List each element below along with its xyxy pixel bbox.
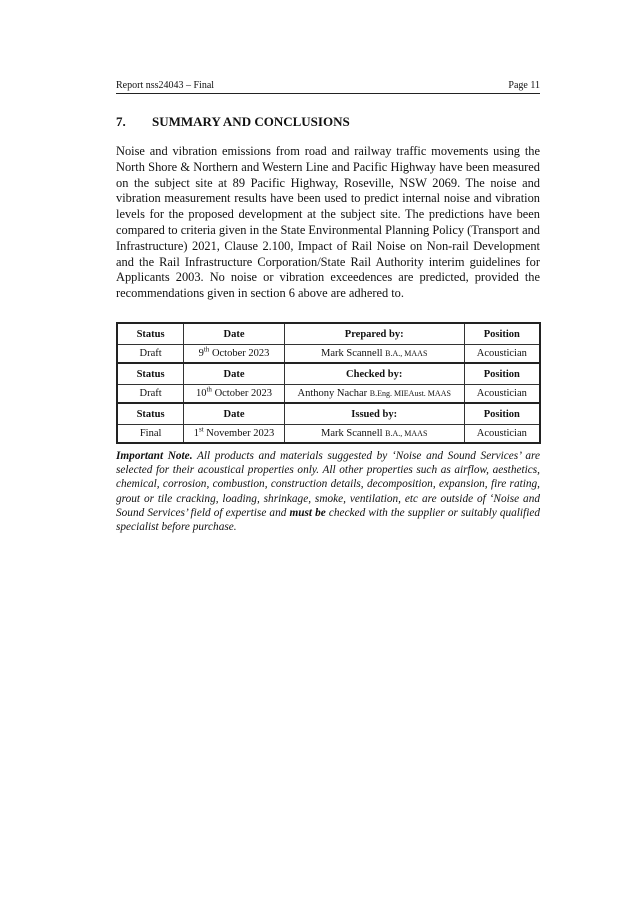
- note-text-end: checked with the supplier or suitably qualified specialist before purchase.: [116, 506, 541, 534]
- prepared-row: [117, 345, 540, 364]
- date-cell: 1st November 2023: [184, 425, 285, 444]
- status-cell: Draft: [117, 345, 184, 364]
- name-cell: Anthony Nachar B.Eng. MIEAust. MAAS: [284, 385, 464, 404]
- date-header: Date: [184, 403, 285, 425]
- position-header: Position: [464, 363, 540, 385]
- status-cell: Draft: [117, 385, 184, 404]
- important-note: [116, 449, 540, 534]
- position-header: Position: [464, 403, 540, 425]
- date-cell: 9th October 2023: [184, 345, 285, 364]
- position-cell: Acoustician: [464, 385, 540, 404]
- checked-by-header: Checked by:: [284, 363, 464, 385]
- note-lead: Important Note.: [116, 450, 193, 462]
- section-title: SUMMARY AND CONCLUSIONS: [152, 114, 350, 129]
- name-cell: Mark Scannell B.A., MAAS: [284, 345, 464, 364]
- position-cell: Acoustician: [464, 345, 540, 364]
- page-header: [116, 80, 540, 94]
- date-header: Date: [184, 323, 285, 345]
- name-cell: Mark Scannell B.A., MAAS: [284, 425, 464, 444]
- issued-by-header: Issued by:: [284, 403, 464, 425]
- note-text: All products and materials suggested by ‘Noise and Sound Services’ are selected for their acoustical properties only. All other properties such as airflow, aesthetics, chemical, corrosion, combustion, construction details, decomposition, expansion, fire rating, grout or tile cracking, loading, shrinkage, smoke, ventilation, etc are outside of ‘Noise and Sound Services’ field of expertise and: [116, 450, 540, 519]
- issued-row: [117, 425, 540, 444]
- position-header: Position: [464, 323, 540, 345]
- prepared-header-row: [117, 323, 540, 345]
- checked-row: [117, 385, 540, 404]
- status-header: Status: [117, 403, 184, 425]
- issued-header-row: [117, 403, 540, 425]
- position-cell: Acoustician: [464, 425, 540, 444]
- checked-header-row: [117, 363, 540, 385]
- status-cell: Final: [117, 425, 184, 444]
- status-header: Status: [117, 363, 184, 385]
- document-control-table: [116, 322, 541, 444]
- section-heading: [116, 114, 350, 130]
- report-id: Report nss24043 – Final: [116, 80, 215, 91]
- date-cell: 10th October 2023: [184, 385, 285, 404]
- section-number: 7.: [116, 114, 126, 129]
- prepared-by-header: Prepared by:: [284, 323, 464, 345]
- date-header: Date: [184, 363, 285, 385]
- note-emphasis: must be: [289, 506, 326, 519]
- page-number: Page 11: [508, 80, 540, 91]
- summary-paragraph: Noise and vibration emissions from road and railway traffic movements using the North Shore & Northern and Western Line and Pacific Highway have been measured on the subject site at 89 Pacific Highway, Roseville, NSW 2069. The noise and vibration measurement results have been used to predict internal noise and vibration levels for the proposed development at the subject site. The predictions have been compared to criteria given in the State Environmental Planning Policy (Transport and Infrastructure) 2021, Clause 2.100, Impact of Rail Noise on Non-rail Development and the Rail Infrastructure Corporation/State Rail Authority interim guidelines for Applicants 2003. No noise or vibration exceedences are predicted, provided the recommendations given in section 6 above are adhered to.: [116, 144, 540, 301]
- status-header: Status: [117, 323, 184, 345]
